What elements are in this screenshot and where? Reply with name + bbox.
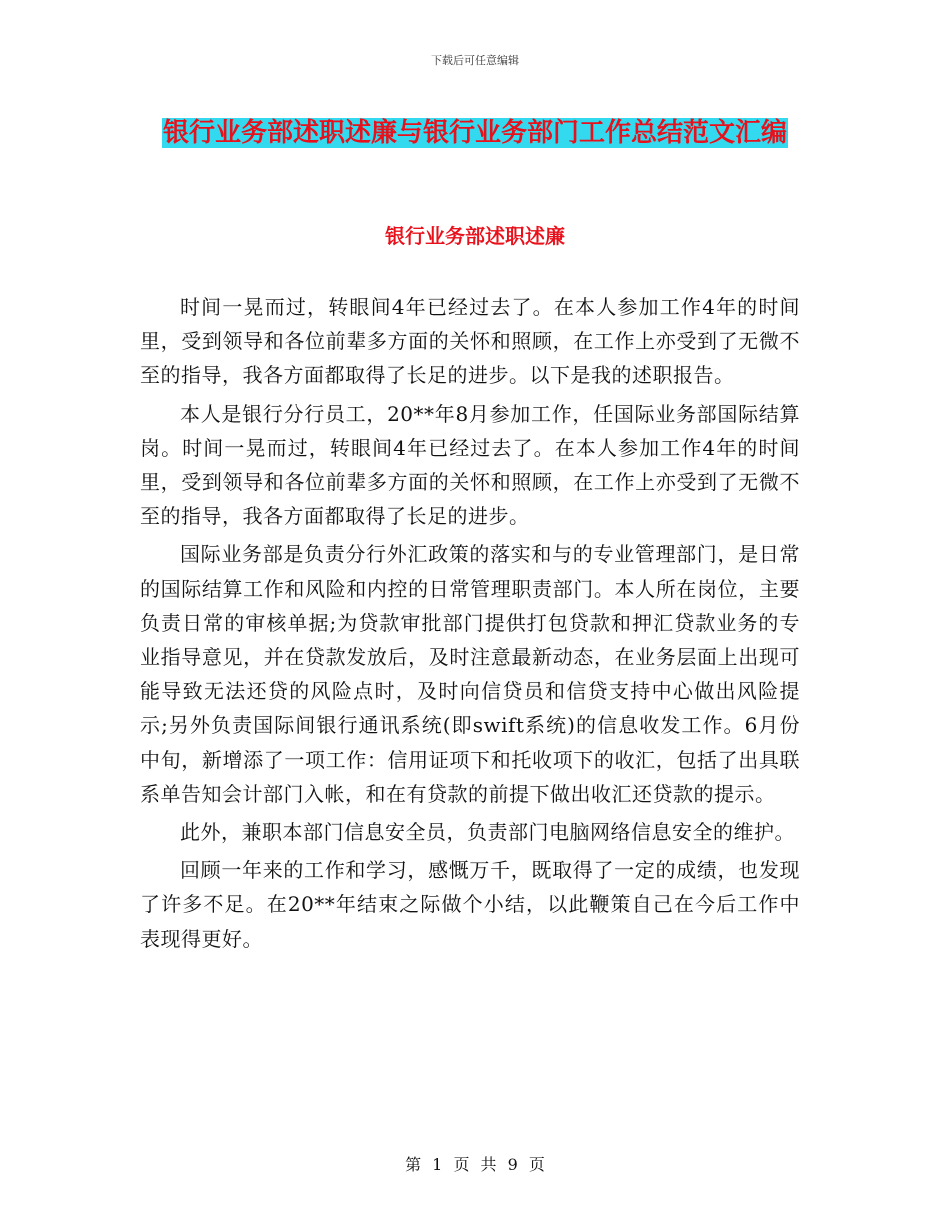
document-title-text: 银行业务部述职述廉与银行业务部门工作总结范文汇编	[162, 118, 787, 148]
page-header-note: 下载后可任意编辑	[431, 54, 519, 67]
section-heading: 银行业务部述职述廉	[385, 224, 565, 248]
paragraph: 本人是银行分行员工，20**年8月参加工作，任国际业务部国际结算岗。时间一晃而过，转眼间4年已经过去了。在本人参加工作4年的时间里，受到领导和各位前辈多方面的关怀和照顾，在工作上亦受到了无微不至的指导，我各方面都取得了长足的进步。	[140, 401, 800, 529]
document-body	[140, 290, 800, 960]
paragraph: 此外，兼职本部门信息安全员，负责部门电脑网络信息安全的维护。	[180, 820, 795, 845]
document-title	[140, 112, 810, 154]
paragraph: 回顾一年来的工作和学习，感慨万千，既取得了一定的成绩，也发现了许多不足。在20**年结束之际做个小结，以此鞭策自己在今后工作中表现得更好。	[140, 858, 800, 951]
paragraph: 国际业务部是负责分行外汇政策的落实和与的专业管理部门，是日常的国际结算工作和风险和内控的日常管理职责部门。本人所在岗位，主要负责日常的审核单据;为贷款审批部门提供打包贷款和押汇贷款业务的专业指导意见，并在贷款发放后，及时注意最新动态，在业务层面上出现可能导致无法还贷的风险点时，及时向信贷员和信贷支持中心做出风险提示;另外负责国际间银行通讯系统(即swift系统)的信息收发工作。6月份中旬，新增添了一项工作：信用证项下和托收项下的收汇，包括了出具联系单告知会计部门入帐，和在有贷款的前提下做出收汇还贷款的提示。	[140, 542, 800, 806]
page-number-footer: 第 1 页 共 9 页	[405, 1155, 545, 1174]
paragraph: 时间一晃而过，转眼间4年已经过去了。在本人参加工作4年的时间里，受到领导和各位前辈多方面的关怀和照顾，在工作上亦受到了无微不至的指导，我各方面都取得了长足的进步。以下是我的述职报告。	[140, 295, 800, 388]
